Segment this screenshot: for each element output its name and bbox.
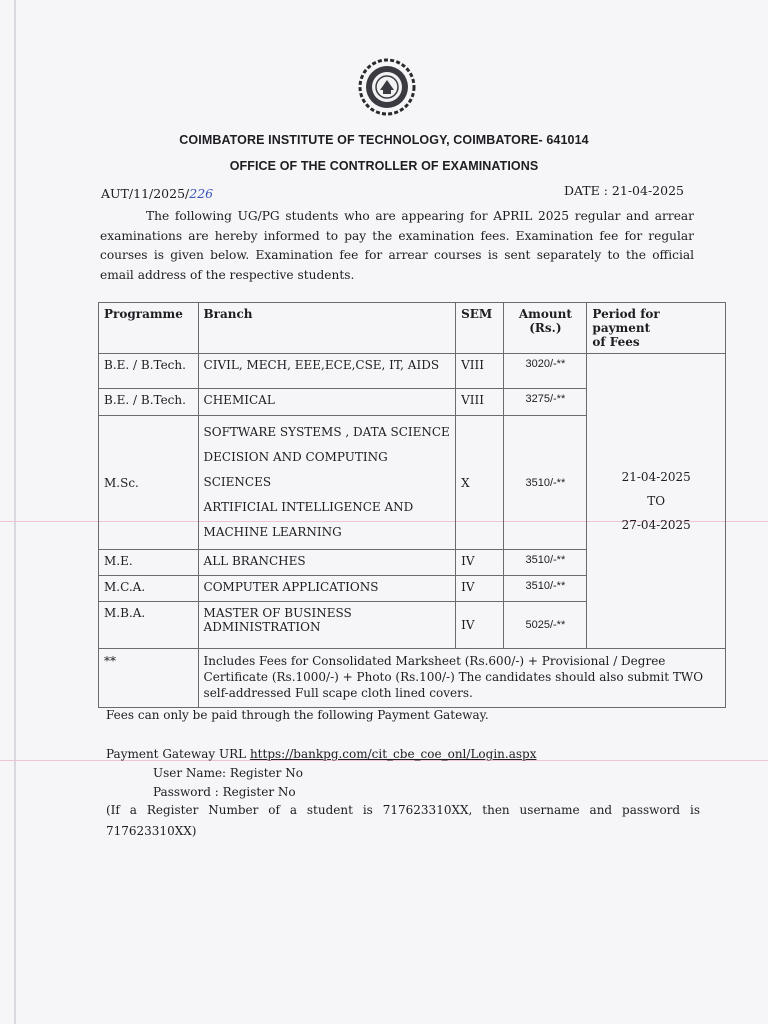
branch-cell: COMPUTER APPLICATIONS bbox=[198, 576, 456, 602]
programme-cell: B.E. / B.Tech. bbox=[99, 389, 199, 416]
document-date: DATE : 21-04-2025 bbox=[563, 183, 684, 198]
note-marker: ** bbox=[99, 649, 199, 708]
header-programme: Programme bbox=[99, 303, 199, 354]
programme-cell: B.E. / B.Tech. bbox=[99, 354, 199, 389]
sem-cell: VIII bbox=[456, 389, 504, 416]
password-line: Password : Register No bbox=[153, 785, 296, 799]
reference-number: AUT/11/2025/226 bbox=[101, 186, 214, 201]
intro-paragraph: The following UG/PG students who are appearing for APRIL 2025 regular and arrear examinations are hereby informed to pay the examination fees. Examination fee for regular courses is given below. Examination fee for arrear courses is sent separately to the official email address of the respective students. bbox=[100, 209, 694, 282]
handwritten-number: 226 bbox=[189, 186, 214, 201]
table-header-row bbox=[99, 303, 726, 354]
payment-info: Fees can only be paid through the following Payment Gateway. bbox=[106, 708, 489, 722]
programme-cell: M.E. bbox=[99, 550, 199, 576]
table-row bbox=[99, 354, 726, 389]
amount-cell: 3275/-** bbox=[504, 389, 587, 416]
note-row bbox=[99, 649, 726, 708]
period-cell: 21-04-2025 TO 27-04-2025 bbox=[587, 354, 726, 649]
payment-url-link[interactable]: https://bankpg.com/cit_cbe_coe_onl/Login.aspx bbox=[249, 747, 537, 761]
header-sem: SEM bbox=[456, 303, 504, 354]
amount-cell: 3510/-** bbox=[504, 576, 587, 602]
payment-url-line bbox=[106, 747, 536, 761]
sem-cell: IV bbox=[456, 576, 504, 602]
institute-title: COIMBATORE INSTITUTE OF TECHNOLOGY, COIMBATORE- 641014 bbox=[179, 133, 589, 147]
username-line: User Name: Register No bbox=[153, 766, 303, 780]
amount-cell: 3510/-** bbox=[504, 550, 587, 576]
sem-cell: IV bbox=[456, 602, 504, 649]
amount-cell: 3510/-** bbox=[504, 416, 587, 550]
amount-cell: 3020/-** bbox=[504, 354, 587, 389]
programme-cell: M.C.A. bbox=[99, 576, 199, 602]
note-text: Includes Fees for Consolidated Marksheet (Rs.600/-) + Provisional / Degree Certificate (Rs.1000/-) + Photo (Rs.100/-) The candidates should also submit TWO self-addressed Full scape cloth lined covers. bbox=[198, 649, 725, 708]
login-condition: (If a Register Number of a student is 717623310XX, then username and password is 717623310XX) bbox=[106, 803, 700, 838]
amount-cell: 5025/-** bbox=[504, 602, 587, 649]
header-branch: Branch bbox=[198, 303, 456, 354]
header-amount: Amount (Rs.) bbox=[504, 303, 587, 354]
programme-cell: M.Sc. bbox=[99, 416, 199, 550]
sem-cell: IV bbox=[456, 550, 504, 576]
branch-cell: CIVIL, MECH, EEE,ECE,CSE, IT, AIDS bbox=[198, 354, 456, 389]
url-label: Payment Gateway URL bbox=[106, 747, 247, 761]
branch-cell: ALL BRANCHES bbox=[198, 550, 456, 576]
programme-cell: M.B.A. bbox=[99, 602, 199, 649]
branch-cell: SOFTWARE SYSTEMS , DATA SCIENCE DECISION AND COMPUTING SCIENCES ARTIFICIAL INTELLIGENCE AND MACHINE LEARNING bbox=[198, 416, 456, 550]
sem-cell: VIII bbox=[456, 354, 504, 389]
header-period: Period for payment of Fees bbox=[587, 303, 726, 354]
office-title: OFFICE OF THE CONTROLLER OF EXAMINATIONS bbox=[229, 159, 539, 173]
sem-cell: X bbox=[456, 416, 504, 550]
branch-cell: MASTER OF BUSINESS ADMINISTRATION bbox=[198, 602, 456, 649]
page-edge-line bbox=[14, 0, 16, 1024]
branch-cell: CHEMICAL bbox=[198, 389, 456, 416]
institute-emblem-icon bbox=[357, 58, 417, 116]
fees-table bbox=[98, 302, 726, 708]
